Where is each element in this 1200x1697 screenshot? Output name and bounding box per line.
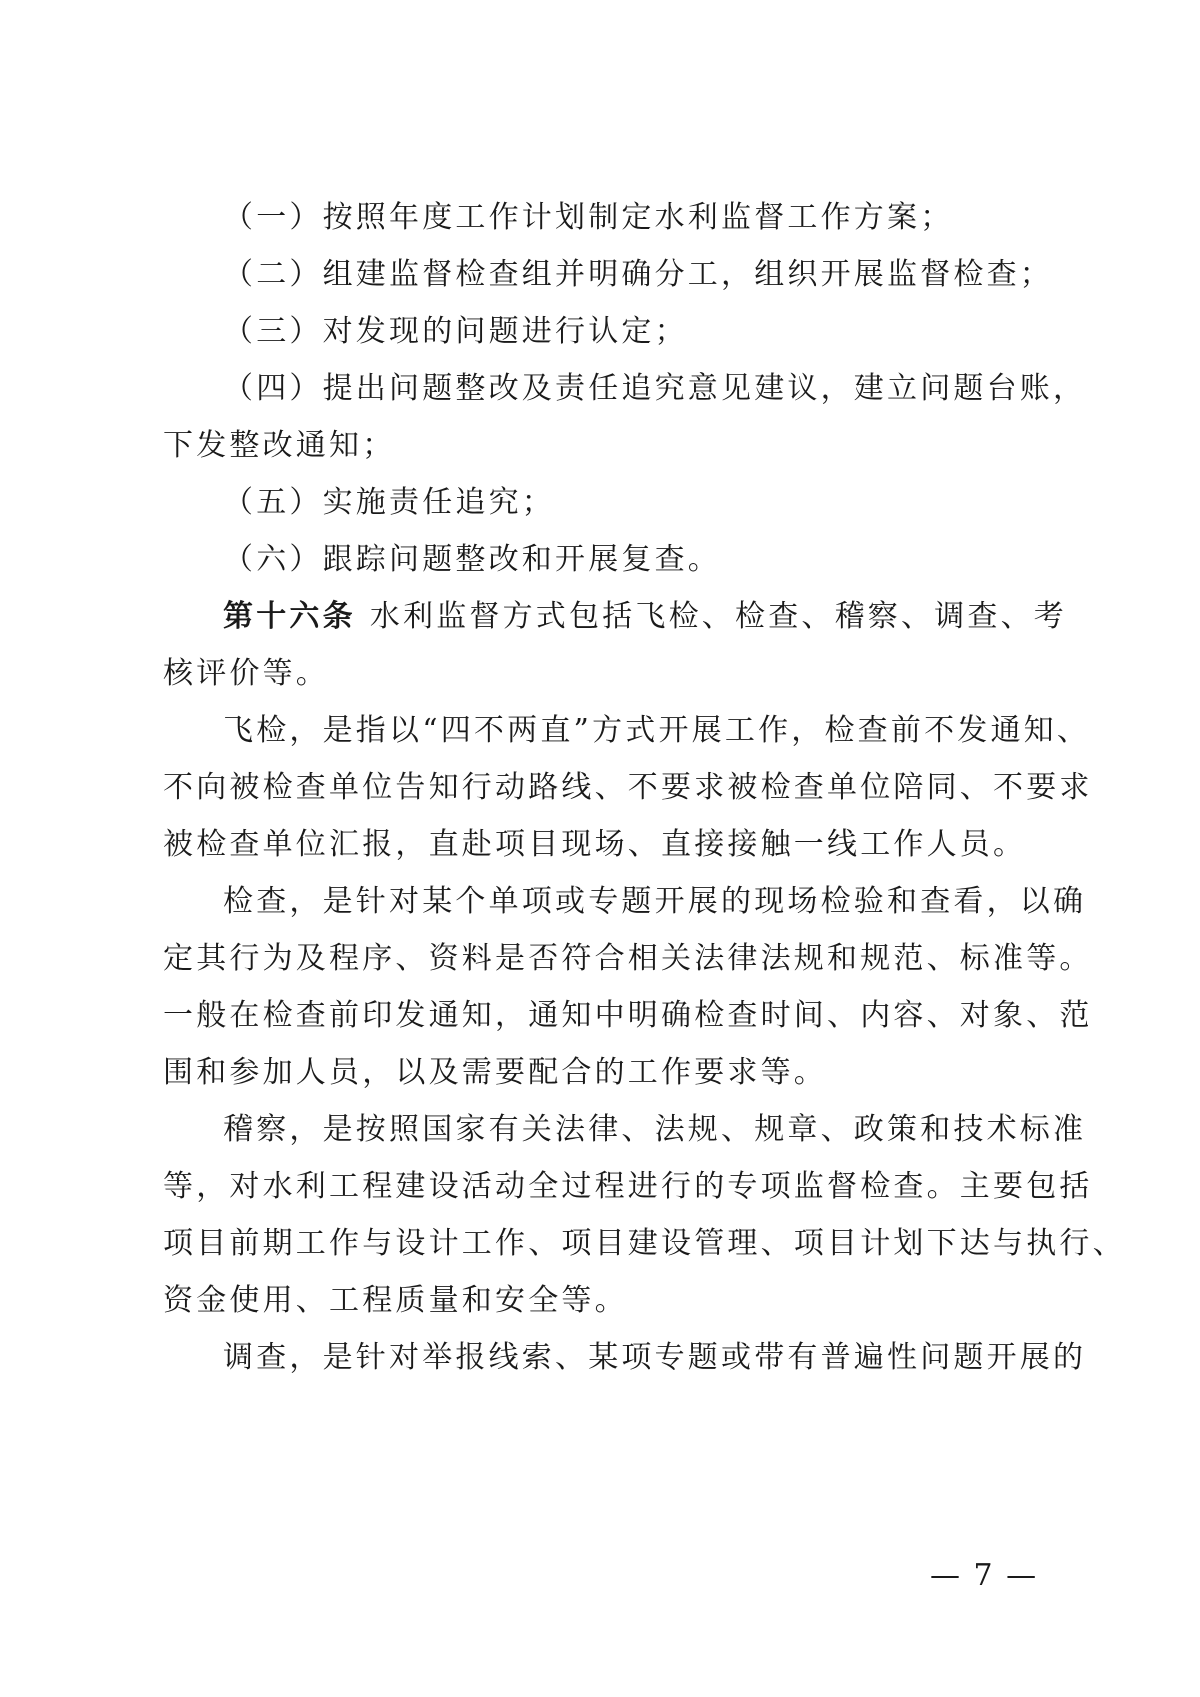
paragraph-line: 调查，是针对举报线索、某项专题或带有普遍性问题开展的	[223, 1340, 1087, 1375]
list-item-5: （五）实施责任追究；	[223, 485, 555, 520]
paragraph-line: 检查，是针对某个单项或专题开展的现场检验和查看，以确	[223, 884, 1087, 919]
article-16-paragraph	[163, 594, 1111, 640]
paragraph-line: 一般在检查前印发通知，通知中明确检查时间、内容、对象、范	[163, 998, 1093, 1033]
list-item-6: （六）跟踪问题整改和开展复查。	[223, 542, 721, 577]
paragraph-line: 围和参加人员，以及需要配合的工作要求等。	[163, 1055, 827, 1090]
paragraph-line: 稽察，是按照国家有关法律、法规、规章、政策和技术标准	[223, 1112, 1087, 1147]
paragraph-line: 不向被检查单位告知行动路线、不要求被检查单位陪同、不要求	[163, 770, 1093, 805]
paragraph-line: 项目前期工作与设计工作、项目建设管理、项目计划下达与执行、	[163, 1226, 1126, 1261]
list-item-4: （四）提出问题整改及责任追究意见建议，建立问题台账，	[223, 371, 1087, 406]
paragraph-line: 资金使用、工程质量和安全等。	[163, 1283, 628, 1318]
paragraph-line: 飞检，是指以“四不两直”方式开展工作，检查前不发通知、	[223, 713, 1091, 748]
paragraph-line: 等，对水利工程建设活动全过程进行的专项监督检查。主要包括	[163, 1169, 1093, 1204]
paragraph-line: 被检查单位汇报，直赴项目现场、直接接触一线工作人员。	[163, 827, 1027, 862]
list-item-2: （二）组建监督检查组并明确分工，组织开展监督检查；	[223, 257, 1053, 292]
list-item-4-continued: 下发整改通知；	[163, 428, 396, 463]
article-text: 水利监督方式包括飞检、检查、稽察、调查、考	[369, 599, 1068, 634]
page-number: — 7 —	[930, 1558, 1039, 1593]
paragraph-line: 核评价等。	[163, 656, 329, 691]
article-heading: 第十六条	[223, 599, 356, 634]
list-item-3: （三）对发现的问题进行认定；	[223, 314, 688, 349]
list-item-1: （一）按照年度工作计划制定水利监督工作方案；	[223, 200, 954, 235]
paragraph-line: 定其行为及程序、资料是否符合相关法律法规和规范、标准等。	[163, 941, 1093, 976]
